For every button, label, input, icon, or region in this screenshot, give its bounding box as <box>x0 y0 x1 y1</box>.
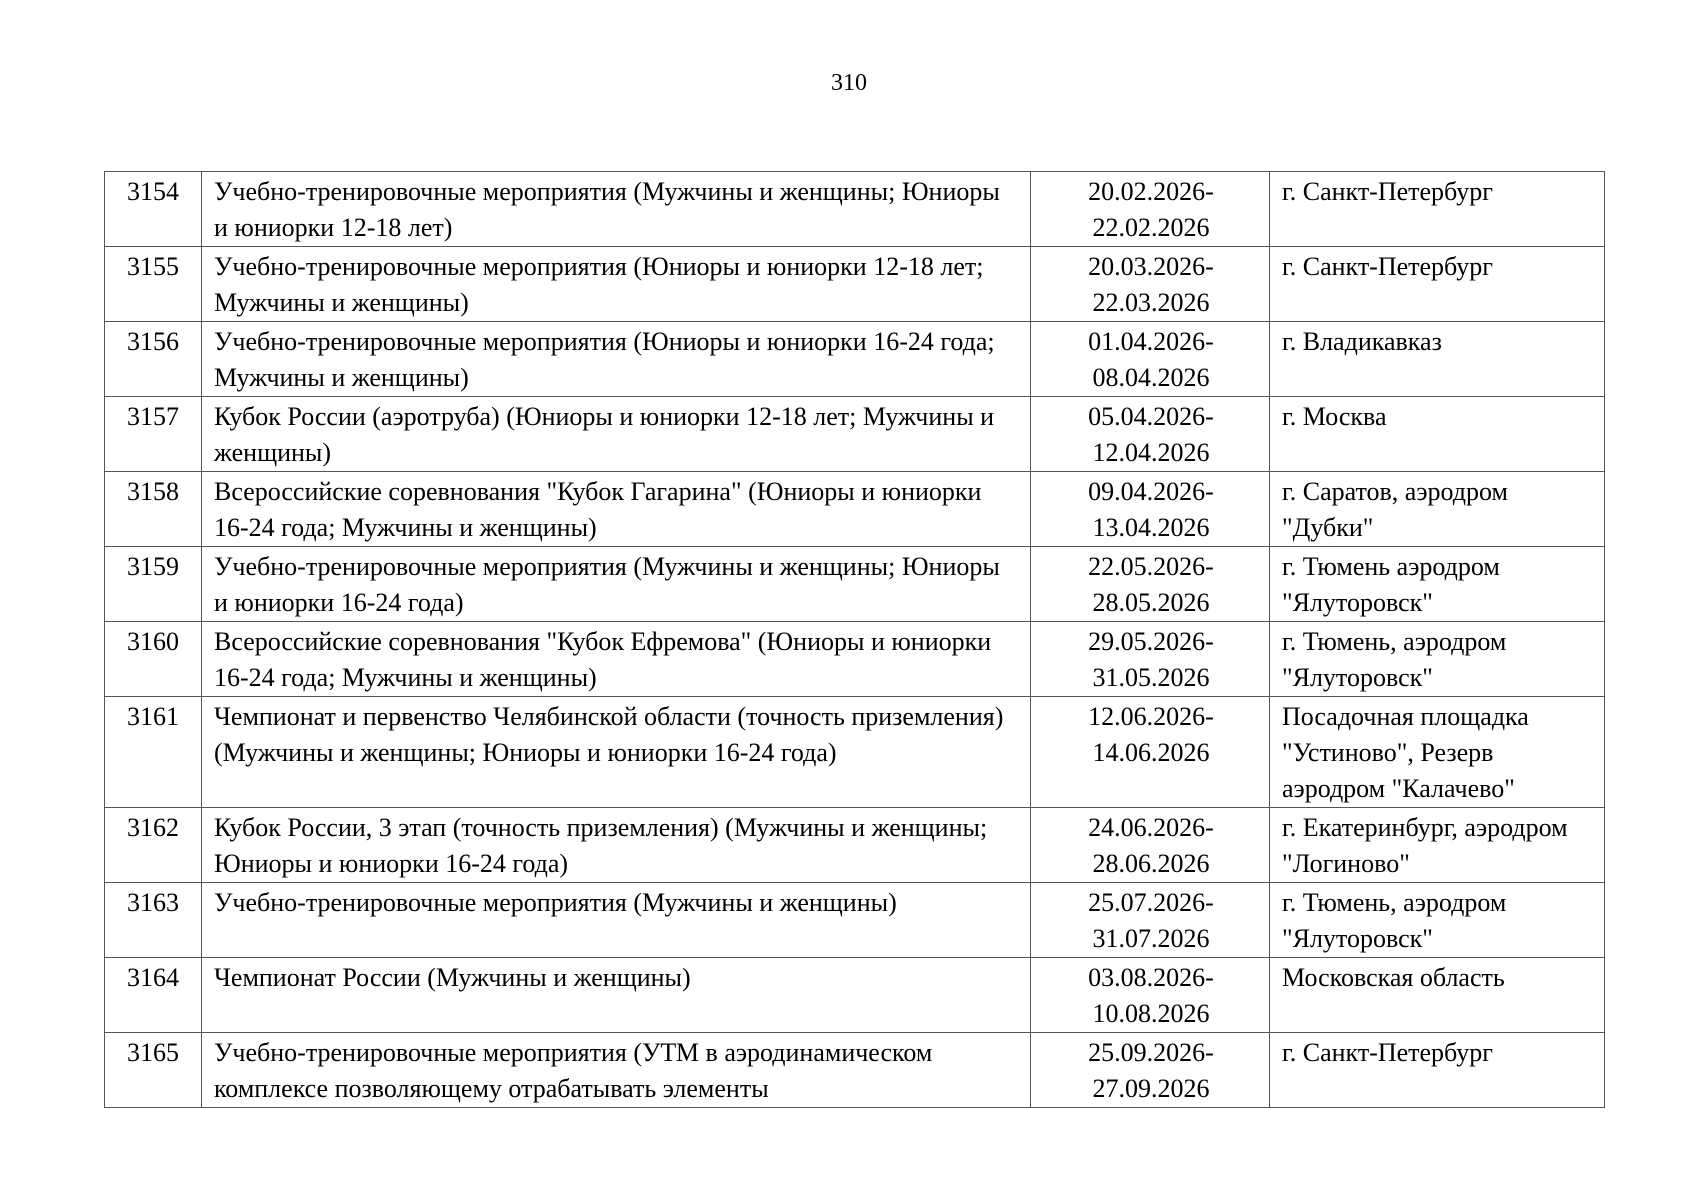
event-name: Чемпионат и первенство Челябинской области (точность приземления) (Мужчины и женщины; Юниоры и юниорки 16-24 года) <box>202 697 1031 808</box>
event-dates <box>1031 883 1270 958</box>
table-row <box>105 322 1605 397</box>
event-number: 3159 <box>105 547 202 622</box>
event-date-end: 13.04.2026 <box>1092 513 1210 542</box>
event-dates <box>1031 547 1270 622</box>
event-place: Московская область <box>1270 958 1605 1033</box>
table-row <box>105 247 1605 322</box>
event-dates <box>1031 622 1270 697</box>
event-place: г. Санкт-Петербург <box>1270 172 1605 247</box>
event-name: Учебно-тренировочные мероприятия (УТМ в аэродинамическом комплексе позволяющему отрабатывать элементы <box>202 1033 1031 1108</box>
event-date-start: 20.02.2026- <box>1088 177 1214 206</box>
event-date-start: 05.04.2026- <box>1088 402 1214 431</box>
event-dates <box>1031 247 1270 322</box>
table-row <box>105 397 1605 472</box>
event-place: Посадочная площадка "Устиново", Резерв аэродром "Калачево" <box>1270 697 1605 808</box>
page-number: 310 <box>831 70 867 96</box>
event-name: Всероссийские соревнования "Кубок Ефремова" (Юниоры и юниорки 16-24 года; Мужчины и женщины) <box>202 622 1031 697</box>
event-date-end: 10.08.2026 <box>1092 999 1210 1028</box>
table-row <box>105 472 1605 547</box>
event-dates <box>1031 172 1270 247</box>
event-place: г. Тюмень аэродром "Ялуторовск" <box>1270 547 1605 622</box>
event-date-start: 29.05.2026- <box>1088 627 1214 656</box>
event-number: 3157 <box>105 397 202 472</box>
event-name: Кубок России (аэротруба) (Юниоры и юниорки 12-18 лет; Мужчины и женщины) <box>202 397 1031 472</box>
event-date-start: 01.04.2026- <box>1088 327 1214 356</box>
event-place: г. Саратов, аэродром "Дубки" <box>1270 472 1605 547</box>
event-dates <box>1031 958 1270 1033</box>
event-date-end: 31.07.2026 <box>1092 924 1210 953</box>
table-row <box>105 172 1605 247</box>
event-dates <box>1031 1033 1270 1108</box>
event-number: 3165 <box>105 1033 202 1108</box>
event-place: г. Тюмень, аэродром "Ялуторовск" <box>1270 883 1605 958</box>
event-name: Учебно-тренировочные мероприятия (Юниоры и юниорки 12-18 лет; Мужчины и женщины) <box>202 247 1031 322</box>
event-date-end: 14.06.2026 <box>1092 738 1210 767</box>
event-number: 3160 <box>105 622 202 697</box>
event-date-end: 12.04.2026 <box>1092 438 1210 467</box>
event-dates <box>1031 697 1270 808</box>
event-date-end: 28.06.2026 <box>1092 849 1210 878</box>
event-name: Всероссийские соревнования "Кубок Гагарина" (Юниоры и юниорки 16-24 года; Мужчины и женщины) <box>202 472 1031 547</box>
event-name: Кубок России, 3 этап (точность приземления) (Мужчины и женщины; Юниоры и юниорки 16-24 года) <box>202 808 1031 883</box>
event-name: Учебно-тренировочные мероприятия (Мужчины и женщины) <box>202 883 1031 958</box>
event-date-start: 09.04.2026- <box>1088 477 1214 506</box>
event-number: 3154 <box>105 172 202 247</box>
events-table-body <box>105 172 1605 1108</box>
event-name: Чемпионат России (Мужчины и женщины) <box>202 958 1031 1033</box>
event-date-end: 31.05.2026 <box>1092 663 1210 692</box>
event-place: г. Тюмень, аэродром "Ялуторовск" <box>1270 622 1605 697</box>
event-dates <box>1031 472 1270 547</box>
event-date-start: 24.06.2026- <box>1088 813 1214 842</box>
event-date-start: 25.07.2026- <box>1088 888 1214 917</box>
event-number: 3161 <box>105 697 202 808</box>
table-row <box>105 1033 1605 1108</box>
event-date-start: 20.03.2026- <box>1088 252 1214 281</box>
events-table <box>104 171 1605 1108</box>
event-place: г. Москва <box>1270 397 1605 472</box>
event-number: 3164 <box>105 958 202 1033</box>
event-date-start: 22.05.2026- <box>1088 552 1214 581</box>
event-dates <box>1031 322 1270 397</box>
event-date-end: 08.04.2026 <box>1092 363 1210 392</box>
event-date-start: 03.08.2026- <box>1088 963 1214 992</box>
event-date-end: 27.09.2026 <box>1092 1074 1210 1103</box>
event-name: Учебно-тренировочные мероприятия (Мужчины и женщины; Юниоры и юниорки 12-18 лет) <box>202 172 1031 247</box>
event-name: Учебно-тренировочные мероприятия (Мужчины и женщины; Юниоры и юниорки 16-24 года) <box>202 547 1031 622</box>
event-number: 3155 <box>105 247 202 322</box>
event-number: 3158 <box>105 472 202 547</box>
event-place: г. Санкт-Петербург <box>1270 247 1605 322</box>
event-date-end: 28.05.2026 <box>1092 588 1210 617</box>
event-number: 3156 <box>105 322 202 397</box>
event-date-end: 22.03.2026 <box>1092 288 1210 317</box>
event-number: 3162 <box>105 808 202 883</box>
table-row <box>105 808 1605 883</box>
table-row <box>105 547 1605 622</box>
event-date-start: 25.09.2026- <box>1088 1038 1214 1067</box>
table-row <box>105 697 1605 808</box>
event-place: г. Владикавказ <box>1270 322 1605 397</box>
event-dates <box>1031 808 1270 883</box>
event-dates <box>1031 397 1270 472</box>
table-row <box>105 958 1605 1033</box>
event-date-end: 22.02.2026 <box>1092 213 1210 242</box>
event-place: г. Санкт-Петербург <box>1270 1033 1605 1108</box>
event-date-start: 12.06.2026- <box>1088 702 1214 731</box>
event-place: г. Екатеринбург, аэродром "Логиново" <box>1270 808 1605 883</box>
table-row <box>105 622 1605 697</box>
event-name: Учебно-тренировочные мероприятия (Юниоры и юниорки 16-24 года; Мужчины и женщины) <box>202 322 1031 397</box>
event-number: 3163 <box>105 883 202 958</box>
table-row <box>105 883 1605 958</box>
